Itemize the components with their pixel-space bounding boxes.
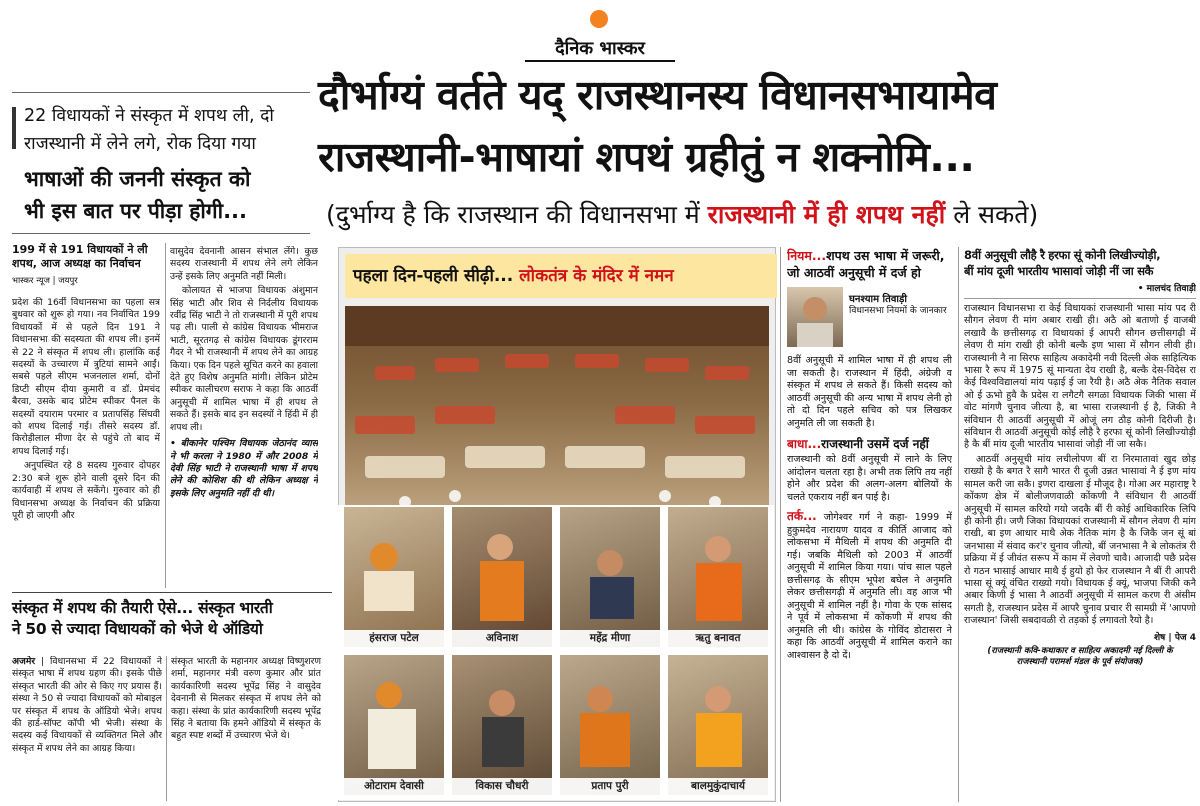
main-headline-line2: राजस्थानी-भाषायां शपथं ग्रहीतुं न शक्नोमि... xyxy=(318,133,975,181)
left-box-line3: भाषाओं की जननी संस्कृत को xyxy=(24,167,251,191)
expert-name: घनश्याम तिवाड़ी xyxy=(849,294,907,305)
left-box-line1: 22 विधायकों ने संस्कृत में शपथ ली, दो xyxy=(24,106,274,126)
story2-headline-line1: संस्कृत में शपथ की तैयारी ऐसे... संस्कृत भारती xyxy=(12,599,273,617)
story1-col2-paragraph2: कोलायत से भाजपा विधायक अंशुमान सिंह भाटी और शिव से निर्दलीय विधायक रवींद्र सिंह भाटी ने तो राजस्थानी में पूरी शपथ पढ़ ली। पाली से कांग्रेस विधायक भीमराज भाटी, सूरतगढ़ से कांग्रेस विधायक डूंगरराम गैदर ने भी राजस्थानी में शपथ लेने का आग्रह किया। एक दिन पहले सूचित करने का हवाला देते हुए विशेष अनुमति मांगी। लेकिन प्रोटेम स्पीकर कालीचरण सराफ ने कहा कि आठवीं अनुसूची में शामिल भाषा में ही शपथ ले सकते हैं। इसके बाद इन सदस्यों ने हिंदी में ही शपथ ली। xyxy=(170,285,318,433)
kicker-rule-line2: जो आठवीं अनुसूची में दर्ज हो xyxy=(787,265,921,280)
kicker-argument-red: तर्क... xyxy=(787,509,817,523)
mid-paragraph2: राजस्थानी को 8वीं अनुसूची में लाने के लिए आंदोलन चलता रहा है। अभी तक लिपि तय नहीं होने और प्रदेश की अलग-अलग बोलियों के चलते एकराय नहीं बन पाई है। xyxy=(787,454,952,503)
right-headline-line1: 8वीं अनुसूची लौहै रै हरफा सूं कोनी लिखीज्योड़ी, xyxy=(964,248,1161,262)
expert-box xyxy=(787,287,952,351)
photo-5 xyxy=(344,655,444,795)
photo-1 xyxy=(344,507,444,647)
story2-body-col1: अजमेर | विधानसभा में 22 विधायकों ने संस्कृत भाषा में शपथ ग्रहण की। इसके पीछे संस्कृत भारती की ओर से किए गए प्रयास हैं। संस्था ने 50 से ज्यादा विधायकों को मोबाइल पर संस्कृत में शपथ के ऑडियो भेजे। शपथ की हार्ड-सॉफ्ट कॉपी भी भेजी। संस्था के सदस्य कई विधायकों से व्यक्तिगत मिले और संस्कृत में शपथ लेने का आग्रह किया। xyxy=(12,656,162,754)
kicker-rule-rest: शपथ उस भाषा में जरूरी, xyxy=(826,248,945,263)
right-paragraph2: आठवीं अनुसूची मांय लचीलोपण बीं रा निरमातावां खुद छोड़ राख्यो है कै बगत रै सागै भारत री दूजी उन्नत भासावां नै ई इण मांय सामल करी जा सकै। इणरा दाखला ई मौजूद है। गोआ अर महाराष्ट्र रै कोंकण क्षेत्र में बोलीजणवाळी कोंकणी नै संविधान री आठवीं अनुसूची में सामल करियो गयो जदकै बीं री कोई आधिकारिक लिपि ही कोनी ही। जणै जिका विधायकां राजस्थानी में सौगन लेवण री मांग राखी, बा इण आधार माथै अेक नैतिक मांग है कै जिकै जन सूं बां जनभासा में संवाद कर'र चुनाव जीत्यो, बीं जनभासा नै बे लोकतंत्र री प्रक्रिया में ई जीवंत सरूप में काम में लेवणो चावै। आजादी पछै प्रदेस रो गठन भासाई आधार माथै ई हुयो हो फेर राजस्थान नै बीं री आपरी भासा सूं क्यूं वंचित राख्यो गयो। विधायक ई क्यूं, भाजपा जिकी कनै अबार किणी ई भासा नै आठवीं अनुसूची में सामल करण री अंसीम सगती है, राजस्थान प्रदेस में आपरै चुनाव प्रचार री सामग्री में 'आपणो राजस्थान' जिसी सबदावळी रो तड़को ई लगावतो रैयो है। xyxy=(964,453,1196,627)
translation-post: ले सकते) xyxy=(945,200,1039,229)
story2-paragraph1: विधानसभा में 22 विधायकों ने संस्कृत भाषा में शपथ ग्रहण की। इसके पीछे संस्कृत भारती की ओर से किए गए प्रयास हैं। संस्था ने 50 से ज्यादा विधायकों को मोबाइल पर संस्कृत में शपथ के ऑडियो भेजे। शपथ की हार्ड-सॉफ्ट कॉपी भी भेजी। संस्था के सदस्य कई विधायकों से व्यक्तिगत मिले और संस्कृत में शपथ लेने का आग्रह किया। xyxy=(12,656,162,754)
translation-highlight: राजस्थानी में ही शपथ नहीं xyxy=(707,200,946,229)
story1-col2-paragraph1: वासुदेव देवनानी आसन संभाल लेंगे। कुछ सदस्य राजस्थानी में शपथ लेने लगे लेकिन उन्हें इसके लिए अनुमति नहीं मिली। xyxy=(170,246,318,282)
story1-headline-line2: शपथ, आज अध्यक्ष का निर्वाचन xyxy=(12,257,141,270)
left-box-line2: राजस्थानी में लेने लगे, रोक दिया गया xyxy=(24,134,256,154)
expert-title: विधानसभा नियमों के जानकार xyxy=(849,306,947,316)
photo-caption-1: हंसराज पटेल xyxy=(344,630,444,647)
continued-marker: शेष | पेज 4 xyxy=(1153,632,1196,643)
photo-band-title xyxy=(345,254,777,298)
right-column xyxy=(964,247,1196,802)
mid-paragraph1: 8वीं अनुसूची में शामिल भाषा में ही शपथ ली जा सकती है। राजस्थान में हिंदी, अंग्रेजी व संस्कृत में शपथ ले सकते हैं। किसी सदस्य को आठवीं अनुसूची की अन्य भाषा में शपथ लेनी हो तो दो दिन पहले सचिव को पत्र लिखकर अनुमति ली जा सकती है। xyxy=(787,355,952,429)
photo-4 xyxy=(668,507,768,647)
photo-7 xyxy=(560,655,660,795)
photo-caption-3: महेंद्र मीणा xyxy=(560,630,660,647)
left-highlight-box xyxy=(12,92,310,234)
mid-paragraph3-text: जोगेश्वर गर्ग ने कहा- 1999 में हुकुमदेव नारायण यादव व कीर्ति आजाद को लोकसभा में मैथिली में शपथ की अनुमति दी गई। जबकि मैथिली को 2003 में आठवीं अनुसूची में शामिल किया गया। पांच साल पहले छत्तीसगढ़ के सीएम भूपेश बघेल ने अनुमति लेकर छत्तीसगढ़ी में अनुमति ली। वह आज भी अनुसूची में शामिल नहीं है। गोवा के एक सांसद ने पूर्व में लोकसभा में कोंकणी में शपथ की अनुमति ली थी। कांग्रेस के गोविंद डोटासरा ने कहा कि आठवीं अनुसूची में शामिल कराने का आश्वासन है दो दें। xyxy=(787,512,952,661)
story1-col2-note: • बीकानेर पश्चिम विधायक जेठानंद व्यास ने भी करला ने 1980 में और 2008 में देवी सिंह भाटी ने राजस्थानी भाषा में शपथ लेने की कोशिश की थी लेकिन अध्यक्ष ने इसके लिए अनुमति नहीं दी थी। xyxy=(170,438,318,499)
photo-caption-2: अविनाश xyxy=(452,630,552,647)
story2-paragraph2: संस्कृत भारती के महानगर अध्यक्ष विष्णुशरण शर्मा, महानगर मंत्री वरुण कुमार और प्रांत कार्यकारिणी सदस्य भूपेंद्र सिंह ने वासुदेव देवनानी से मिलकर संस्कृत में शपथ लेने को कहा। संस्था के प्रांत कार्यकारिणी सदस्य भूपेंद्र सिंह ने बताया कि हमने ऑडियो में संस्कृत के बहुत स्पष्ट शब्दों में उच्चारण भेजे थे। xyxy=(171,656,321,742)
photo-caption-5: ओटाराम देवासी xyxy=(344,778,444,795)
mid-paragraph3 xyxy=(787,510,952,662)
masthead-logo xyxy=(520,10,680,60)
logo-text: दैनिक भास्कर xyxy=(555,38,645,59)
photo-caption-4: ऋतु बनावत xyxy=(668,630,768,647)
photo-caption-6: विकास चौधरी xyxy=(452,778,552,795)
photo-2 xyxy=(452,507,552,647)
photo-6 xyxy=(452,655,552,795)
story1-body-col1 xyxy=(12,297,160,587)
kicker-rule-red: नियम... xyxy=(787,248,827,263)
headline-translation xyxy=(326,198,1196,232)
mid-column xyxy=(787,247,952,802)
kicker-obstacle-red: बाधा... xyxy=(787,437,822,451)
right-headline-line2: बीं मांय दूजी भारतीय भासावां जोड़ी नीं जा सकै xyxy=(964,264,1154,278)
story2-body-col2 xyxy=(171,656,321,802)
story1-paragraph1: प्रदेश की 16वीं विधानसभा का पहला सत्र बुधवार को शुरू हो गया। नव निर्वाचित 199 विधायकों में से पहले दिन 191 ने विधानसभा की सदस्यता की शपथ ली। इनमें से 22 ने संस्कृत में शपथ ली। हालांकि कई सदस्यों के उच्चारण में त्रुटियां सामने आईं। सबसे पहले सीएम भजनलाल शर्मा, दोनों डिप्टी सीएम दीया कुमारी व डॉ. प्रेमचंद बैरवा, उसके बाद प्रोटेम स्पीकर पैनल के सदस्यों दयाराम परमार व प्रतापसिंह सिंघवी को शपथ दिलाई गई। तीसरे सदस्य डॉ. किरोड़ीलाल मीणा देर से पहुंचे तो बाद में शपथ दिलाई गई। xyxy=(12,297,160,457)
photo-band-title-red: लोकतंत्र के मंदिर में नमन xyxy=(519,266,674,286)
photo-grid xyxy=(338,505,774,800)
right-paragraph1: राजस्थान विधानसभा रा केई विधायकां राजस्थानी भासा मांय पद री सौगन लेवण री मांग अबार राखी ही। अठै ओ बताणो ई वाजबी लखावै कै छत्तीसगढ़ रा विधायकां ई आपरी सौगन छत्तीसगढ़ी में लेवण री मांग राखी ही कोनी बल्कै इण भासा में सौगन लीवी ही। राजस्थानी नै ना सिरफ साहित्य अकादेमी नवी दिल्ली अेक साहित्यिक भासा रै रूप में 1975 सूं मान्यता देय राखी है, बल्कै देस-विदेस रा केई विश्वविद्यालयां मांय पढ़ाई ई जा रैयी है। अठै अेक नैतिक सवाल ओ ई ऊभो हुवै कै प्रदेस रा लगैटगै सगळा विधायक जिकी भासा में वोट मांगणै चुनाव जीत्या है, बा भासा राजस्थानी ई है, जिकी नै संविधान री आठवीं अनुसूची में ओजूं लग ठौड़ कोनी दिरीजी है। संविधान री आठवीं अनुसूची कोई लौहै रै हरफा सूं कोनी लिखीज्योड़ी है कै बीं मांय दूजी भारतीय भासावां जोड़ी नीं जा सकै। xyxy=(964,303,1196,451)
photo-caption-8: बालमुकुंदाचार्य xyxy=(668,778,768,795)
logo-sun-icon xyxy=(590,10,608,28)
story1-body-col2 xyxy=(170,246,318,586)
photo-8 xyxy=(668,655,768,795)
kicker-obstacle xyxy=(787,436,952,452)
photo-caption-7: प्रताप पुरी xyxy=(560,778,660,795)
main-headline-line1: दौर्भाग्यं वर्तते यद् राजस्थानस्य विधानसभायामेव xyxy=(318,71,997,119)
left-box-line4: भी इस बात पर पीड़ा होगी... xyxy=(24,199,248,223)
story2-headline-line2: ने 50 से ज्यादा विधायकों को भेजे थे ऑडियो xyxy=(12,620,263,638)
story2-place: अजमेर xyxy=(12,656,36,667)
story2-headline xyxy=(12,598,332,640)
story1-byline: भास्कर न्यूज | जयपुर xyxy=(12,276,78,286)
kicker-rule xyxy=(787,247,952,264)
photo-band-title-black: पहला दिन-पहली सीढ़ी... xyxy=(353,266,520,286)
translation-pre: (दुर्भाग्य है कि राजस्थान की विधानसभा में xyxy=(326,200,708,229)
footnote-line2: राजस्थानी परामर्श मंडल के पूर्व संयोजक) xyxy=(1016,656,1144,667)
story1-paragraph2: अनुपस्थित रहे 8 सदस्य गुरुवार दोपहर 2:30 बजे शुरू होने वाली दूसरे दिन की कार्यवाही में शपथ ले सकेंगे। गुरुवार को ही विधानसभा अध्यक्ष के निर्वाचन की प्रक्रिया पूरी हो जाएगी और xyxy=(12,460,160,521)
expert-photo xyxy=(787,287,843,347)
story1-headline xyxy=(12,243,162,288)
right-byline: • मालचंद तिवाड़ी xyxy=(1137,284,1196,294)
footnote-line1: (राजस्थानी कवि-कथाकार व साहित्य अकादमी नई दिल्ली के xyxy=(987,645,1173,656)
story1-headline-line1: 199 में से 191 विधायकों ने ली xyxy=(12,243,148,256)
photo-3 xyxy=(560,507,660,647)
kicker-obstacle-rest: राजस्थानी उसमें दर्ज नहीं xyxy=(821,437,929,451)
